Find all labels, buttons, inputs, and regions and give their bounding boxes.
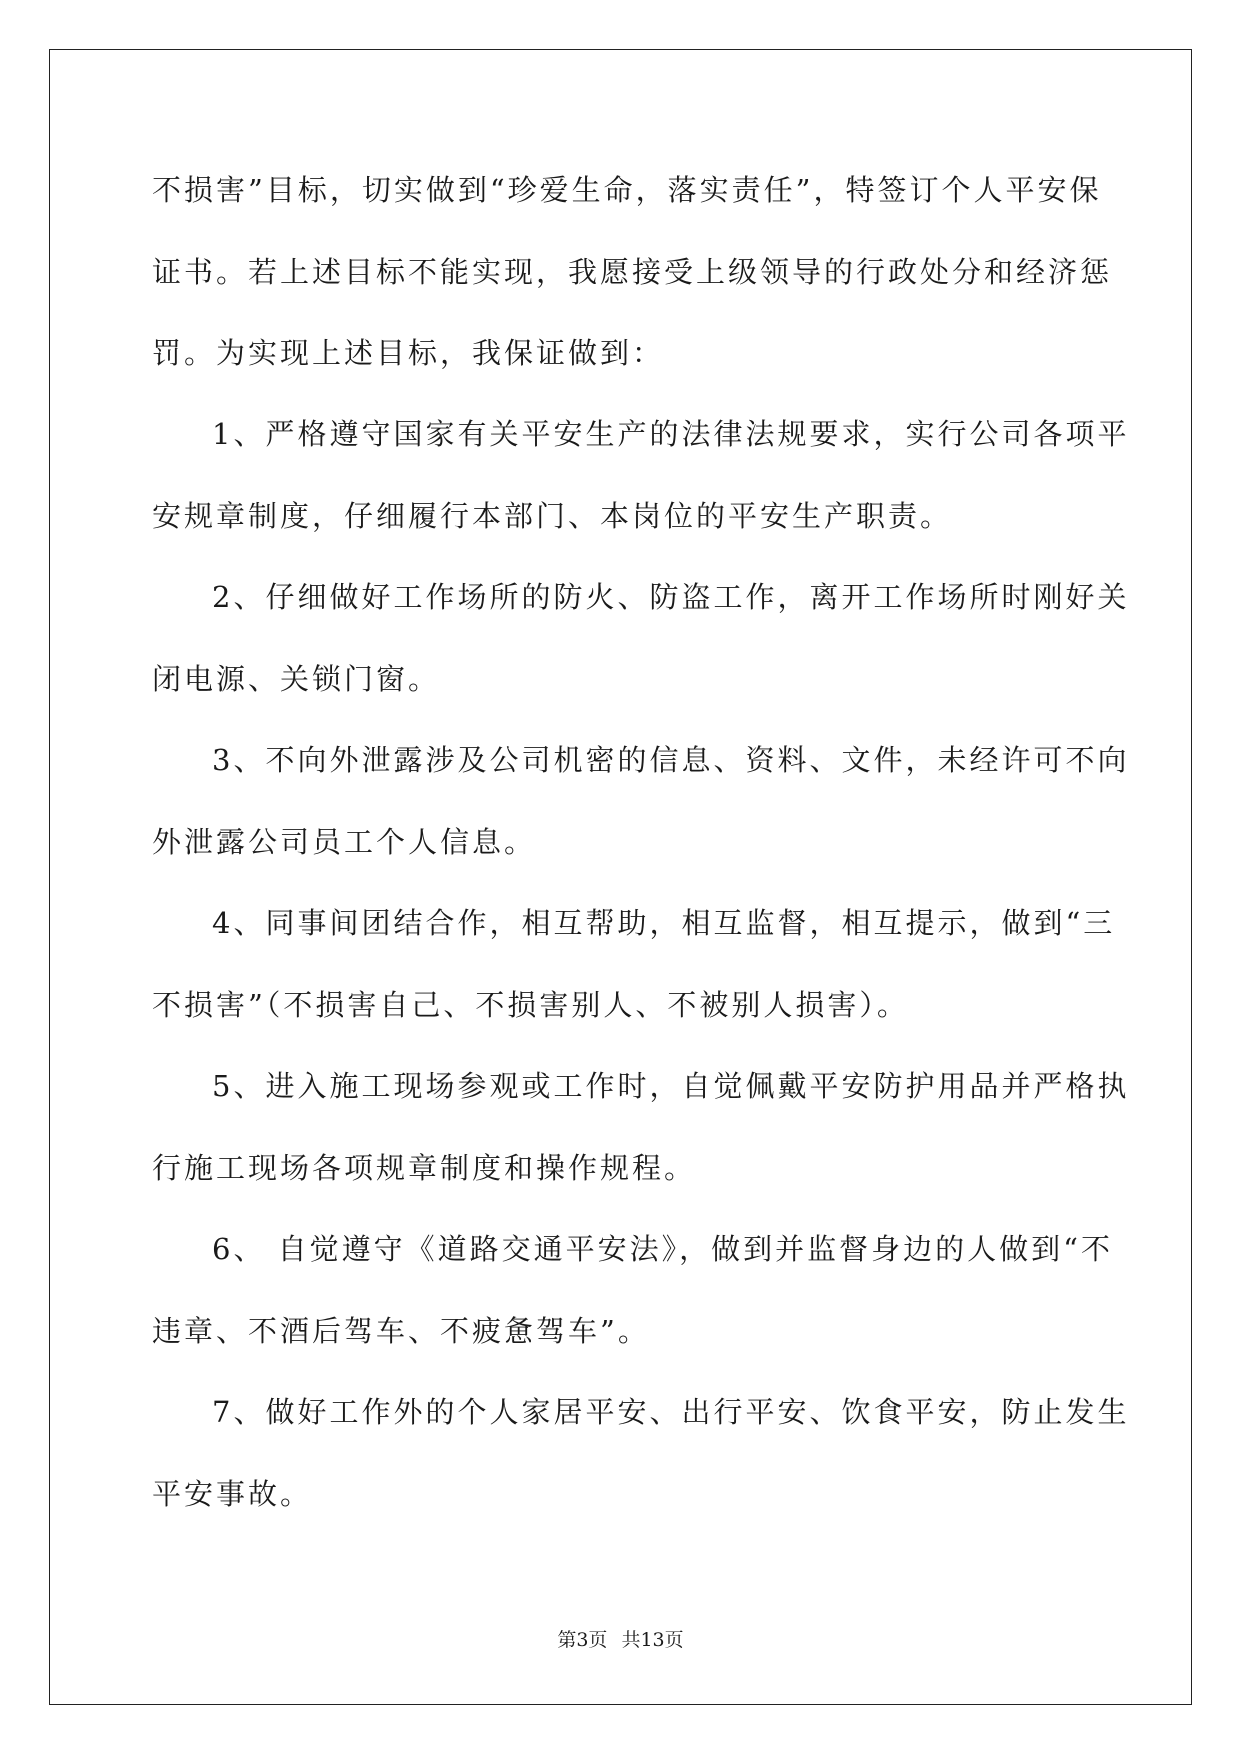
text-line: 罚。为实现上述目标，我保证做到：	[152, 336, 665, 370]
text-line: 不损害”目标，切实做到“珍爱生命，落实责任”，特签订个人平安保	[152, 173, 1102, 207]
text-line: 证书。若上述目标不能实现，我愿接受上级领导的行政处分和经济惩	[152, 255, 1113, 289]
text-line: 安规章制度，仔细履行本部门、本岗位的平安生产职责。	[152, 499, 953, 533]
paragraph-item-5: 5、进入施工现场参观或工作时，自觉佩戴平安防护用品并严格执	[212, 1069, 1130, 1103]
page-footer	[0, 1628, 1241, 1652]
paragraph-item-2: 2、仔细做好工作场所的防火、防盗工作，离开工作场所时刚好关	[212, 580, 1130, 614]
paragraph-item-7: 7、做好工作外的个人家居平安、出行平安、饮食平安，防止发生	[212, 1395, 1130, 1429]
text-line: 违章、不酒后驾车、不疲惫驾车”。	[152, 1314, 650, 1348]
text-line: 行施工现场各项规章制度和操作规程。	[152, 1151, 697, 1185]
text-line: 不损害”（不损害自己、不损害别人、不被别人损害）。	[152, 988, 909, 1022]
text-line: 平安事故。	[152, 1477, 313, 1511]
paragraph-item-1: 1、严格遵守国家有关平安生产的法律法规要求，实行公司各项平	[212, 417, 1130, 451]
page-border	[49, 49, 1192, 1705]
page-number: 第3页	[557, 1629, 608, 1651]
text-line: 外泄露公司员工个人信息。	[152, 825, 537, 859]
text-line: 闭电源、关锁门窗。	[152, 662, 441, 696]
paragraph-item-4: 4、同事间团结合作，相互帮助，相互监督，相互提示，做到“三	[212, 906, 1116, 940]
page-total: 共13页	[621, 1629, 684, 1651]
paragraph-item-6: 6、 自觉遵守《道路交通平安法》，做到并监督身边的人做到“不	[212, 1232, 1113, 1266]
paragraph-item-3: 3、不向外泄露涉及公司机密的信息、资料、文件，未经许可不向	[212, 743, 1130, 777]
